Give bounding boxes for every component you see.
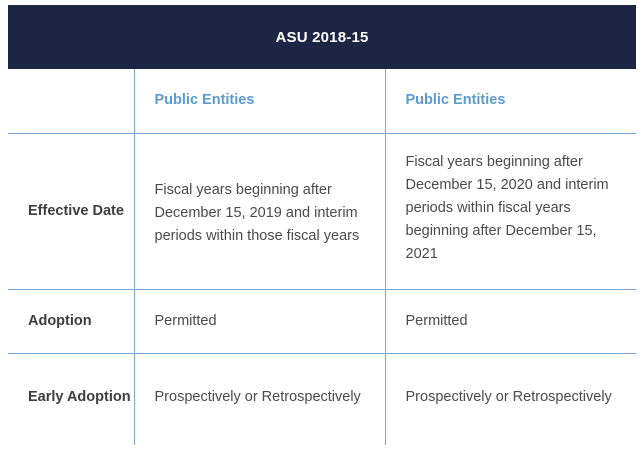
- adoption-public-entities-2: Permitted: [385, 289, 636, 353]
- column-header-public-entities-2: Public Entities: [385, 69, 636, 133]
- row-label-early-adoption: Early Adoption: [8, 353, 134, 445]
- table-title: ASU 2018-15: [8, 5, 636, 69]
- effective-date-public-entities-1: Fiscal years beginning after December 15, 2019 and interim periods within those fiscal years: [134, 133, 385, 289]
- table-row-adoption: [8, 289, 636, 353]
- row-label-adoption: Adoption: [8, 289, 134, 353]
- empty-corner-cell: [8, 69, 134, 133]
- asu-table-card: [8, 5, 636, 445]
- early-adoption-public-entities-1: Prospectively or Retrospectively: [134, 353, 385, 445]
- table-row-effective-date: [8, 133, 636, 289]
- adoption-public-entities-1: Permitted: [134, 289, 385, 353]
- comparison-table: [8, 69, 636, 445]
- header-row: [8, 69, 636, 133]
- column-header-public-entities-1: Public Entities: [134, 69, 385, 133]
- row-label-effective-date: Effective Date: [8, 133, 134, 289]
- effective-date-public-entities-2: Fiscal years beginning after December 15, 2020 and interim periods within fiscal years beginning after December 15, 2021: [385, 133, 636, 289]
- table-row-early-adoption: [8, 353, 636, 445]
- early-adoption-public-entities-2: Prospectively or Retrospectively: [385, 353, 636, 445]
